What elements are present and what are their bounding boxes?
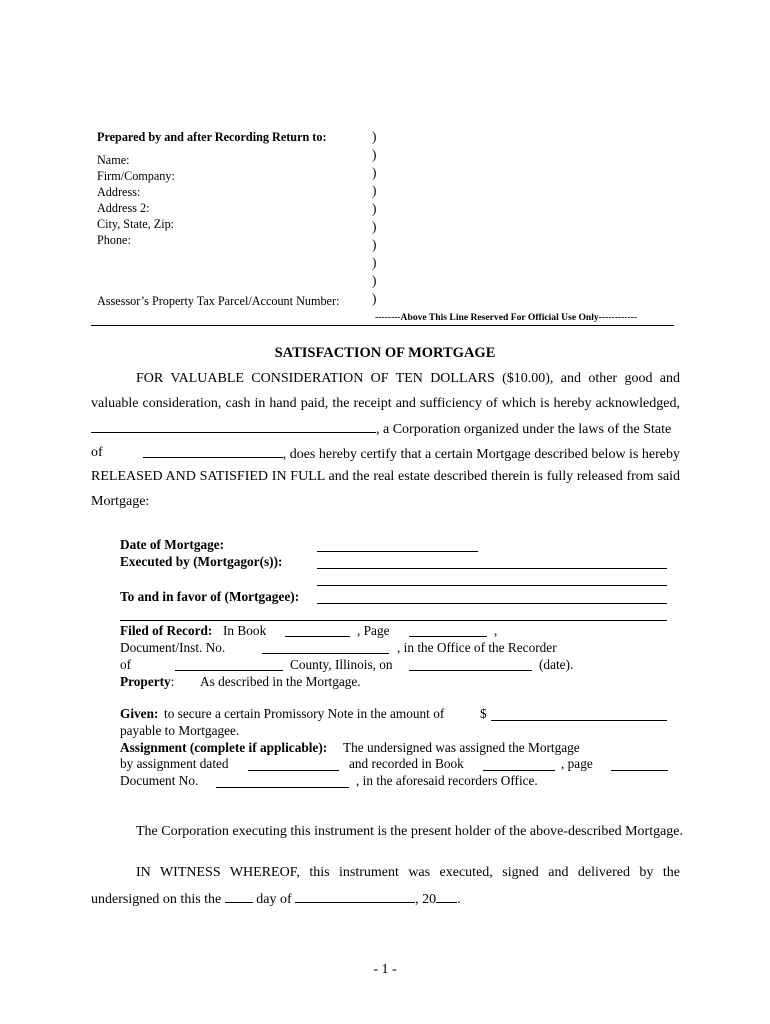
assignment-dated-text: by assignment dated — [120, 756, 229, 771]
paren: ) — [372, 237, 377, 252]
year-blank[interactable] — [436, 890, 457, 903]
paren: ) — [372, 165, 377, 180]
assignment-page-blank[interactable] — [611, 770, 668, 771]
mortgagor-blank-2[interactable] — [317, 585, 667, 586]
reserved-line-note: --------Above This Line Reserved For Official Use Only------------ — [375, 312, 638, 323]
witness-line-2-a: undersigned on this the — [91, 892, 222, 907]
mortgagor-blank-1[interactable] — [317, 568, 667, 569]
witness-line-2-d: . — [457, 892, 461, 907]
firm-label: Firm/Company: — [97, 169, 175, 183]
paren: ) — [372, 255, 377, 270]
given-text: to secure a certain Promissory Note in the amount of — [164, 706, 445, 721]
month-blank[interactable] — [295, 890, 415, 903]
assignment-text: The undersigned was assigned the Mortgage — [343, 740, 580, 755]
paren: ) — [372, 291, 377, 306]
filed-of-record-label: Filed of Record: — [120, 623, 213, 638]
intro-line-4 — [91, 445, 680, 463]
property-row — [120, 674, 174, 690]
return-to-heading: Prepared by and after Recording Return to: — [97, 130, 327, 144]
mortgagee-blank-2[interactable] — [120, 620, 667, 621]
filed-of-record-row — [120, 623, 212, 639]
aforesaid-text: , in the aforesaid recorders Office. — [356, 773, 538, 788]
address-label: Address: — [97, 185, 141, 199]
assignment-document-blank[interactable] — [216, 787, 349, 788]
state-blank[interactable] — [143, 445, 283, 458]
phone-label: Phone: — [97, 233, 131, 247]
paren: ) — [372, 219, 377, 234]
recorder-office-text: , in the Office of the Recorder — [397, 640, 557, 655]
date-paren-text: (date). — [539, 657, 574, 672]
name-label: Name: — [97, 153, 130, 167]
holder-statement: The Corporation executing this instrument is the present holder of the above-described Mortgage. — [136, 824, 684, 839]
intro-line-4-text: , does hereby certify that a certain Mortgage described below is hereby — [282, 447, 680, 462]
record-date-blank[interactable] — [409, 670, 532, 671]
assignment-date-blank[interactable] — [248, 770, 339, 771]
assignment-label: Assignment (complete if applicable): — [120, 740, 328, 755]
document-inst-label: Document/Inst. No. — [120, 640, 226, 655]
recorded-in-book-text: and recorded in Book — [349, 756, 464, 771]
paren: ) — [372, 129, 377, 144]
given-row — [120, 706, 158, 722]
paren: ) — [372, 273, 377, 288]
paren: ) — [372, 147, 377, 162]
page-blank[interactable] — [409, 636, 487, 637]
intro-line-1: FOR VALUABLE CONSIDERATION OF TEN DOLLARS ($10.00), and other good and — [136, 371, 680, 386]
page-text: , Page — [357, 623, 390, 638]
address2-label: Address 2: — [97, 201, 150, 215]
in-book-text: In Book — [223, 623, 267, 638]
assignment-page-text: , page — [561, 756, 593, 771]
witness-line-2-b: day of — [256, 892, 292, 907]
paren: ) — [372, 183, 377, 198]
document-inst-blank[interactable] — [262, 653, 389, 654]
city-state-zip-label: City, State, Zip: — [97, 217, 175, 231]
book-blank[interactable] — [285, 636, 350, 637]
comma-text: , — [494, 623, 498, 638]
intro-line-2: valuable consideration, cash in hand paid, the receipt and sufficiency of which is hereby acknowledged, — [91, 396, 680, 411]
witness-line-2-c: , 20 — [415, 892, 437, 907]
dollar-sign: $ — [480, 706, 487, 721]
paren: ) — [372, 201, 377, 216]
day-blank[interactable] — [225, 890, 253, 903]
parcel-number-label: Assessor’s Property Tax Parcel/Account Number: — [97, 294, 340, 308]
date-of-mortgage-blank[interactable] — [317, 551, 478, 552]
intro-line-3-text: , a Corporation organized under the laws of the State — [376, 422, 672, 437]
property-colon: : — [170, 674, 175, 689]
intro-line-5: RELEASED AND SATISFIED IN FULL and the real estate described therein is fully released from said — [91, 469, 680, 484]
witness-line-1: IN WITNESS WHEREOF, this instrument was executed, signed and delivered by the — [136, 865, 680, 880]
property-label: Property — [120, 674, 171, 689]
property-value: As described in the Mortgage. — [200, 674, 361, 689]
intro-line-6: Mortgage: — [91, 494, 150, 509]
executed-by-label: Executed by (Mortgagor(s)): — [120, 554, 283, 569]
mortgagee-blank-1[interactable] — [317, 603, 667, 604]
page-title: SATISFACTION OF MORTGAGE — [274, 345, 496, 361]
mortgagee-label: To and in favor of (Mortgagee): — [120, 589, 300, 604]
payable-text: payable to Mortgagee. — [120, 723, 240, 738]
county-text: County, Illinois, on — [290, 657, 393, 672]
page-number: - 1 - — [373, 962, 397, 977]
date-of-mortgage-label: Date of Mortgage: — [120, 537, 225, 552]
note-amount-blank[interactable] — [491, 720, 667, 721]
witness-line-2 — [91, 890, 461, 908]
of-county-text: of — [120, 657, 132, 672]
document-no-text: Document No. — [120, 773, 199, 788]
official-use-divider — [91, 325, 674, 326]
intro-line-3 — [91, 420, 680, 438]
corporation-name-blank[interactable] — [91, 420, 376, 433]
given-label: Given: — [120, 706, 159, 721]
county-blank[interactable] — [175, 670, 283, 671]
of-text: of — [91, 445, 103, 460]
assignment-book-blank[interactable] — [483, 770, 555, 771]
